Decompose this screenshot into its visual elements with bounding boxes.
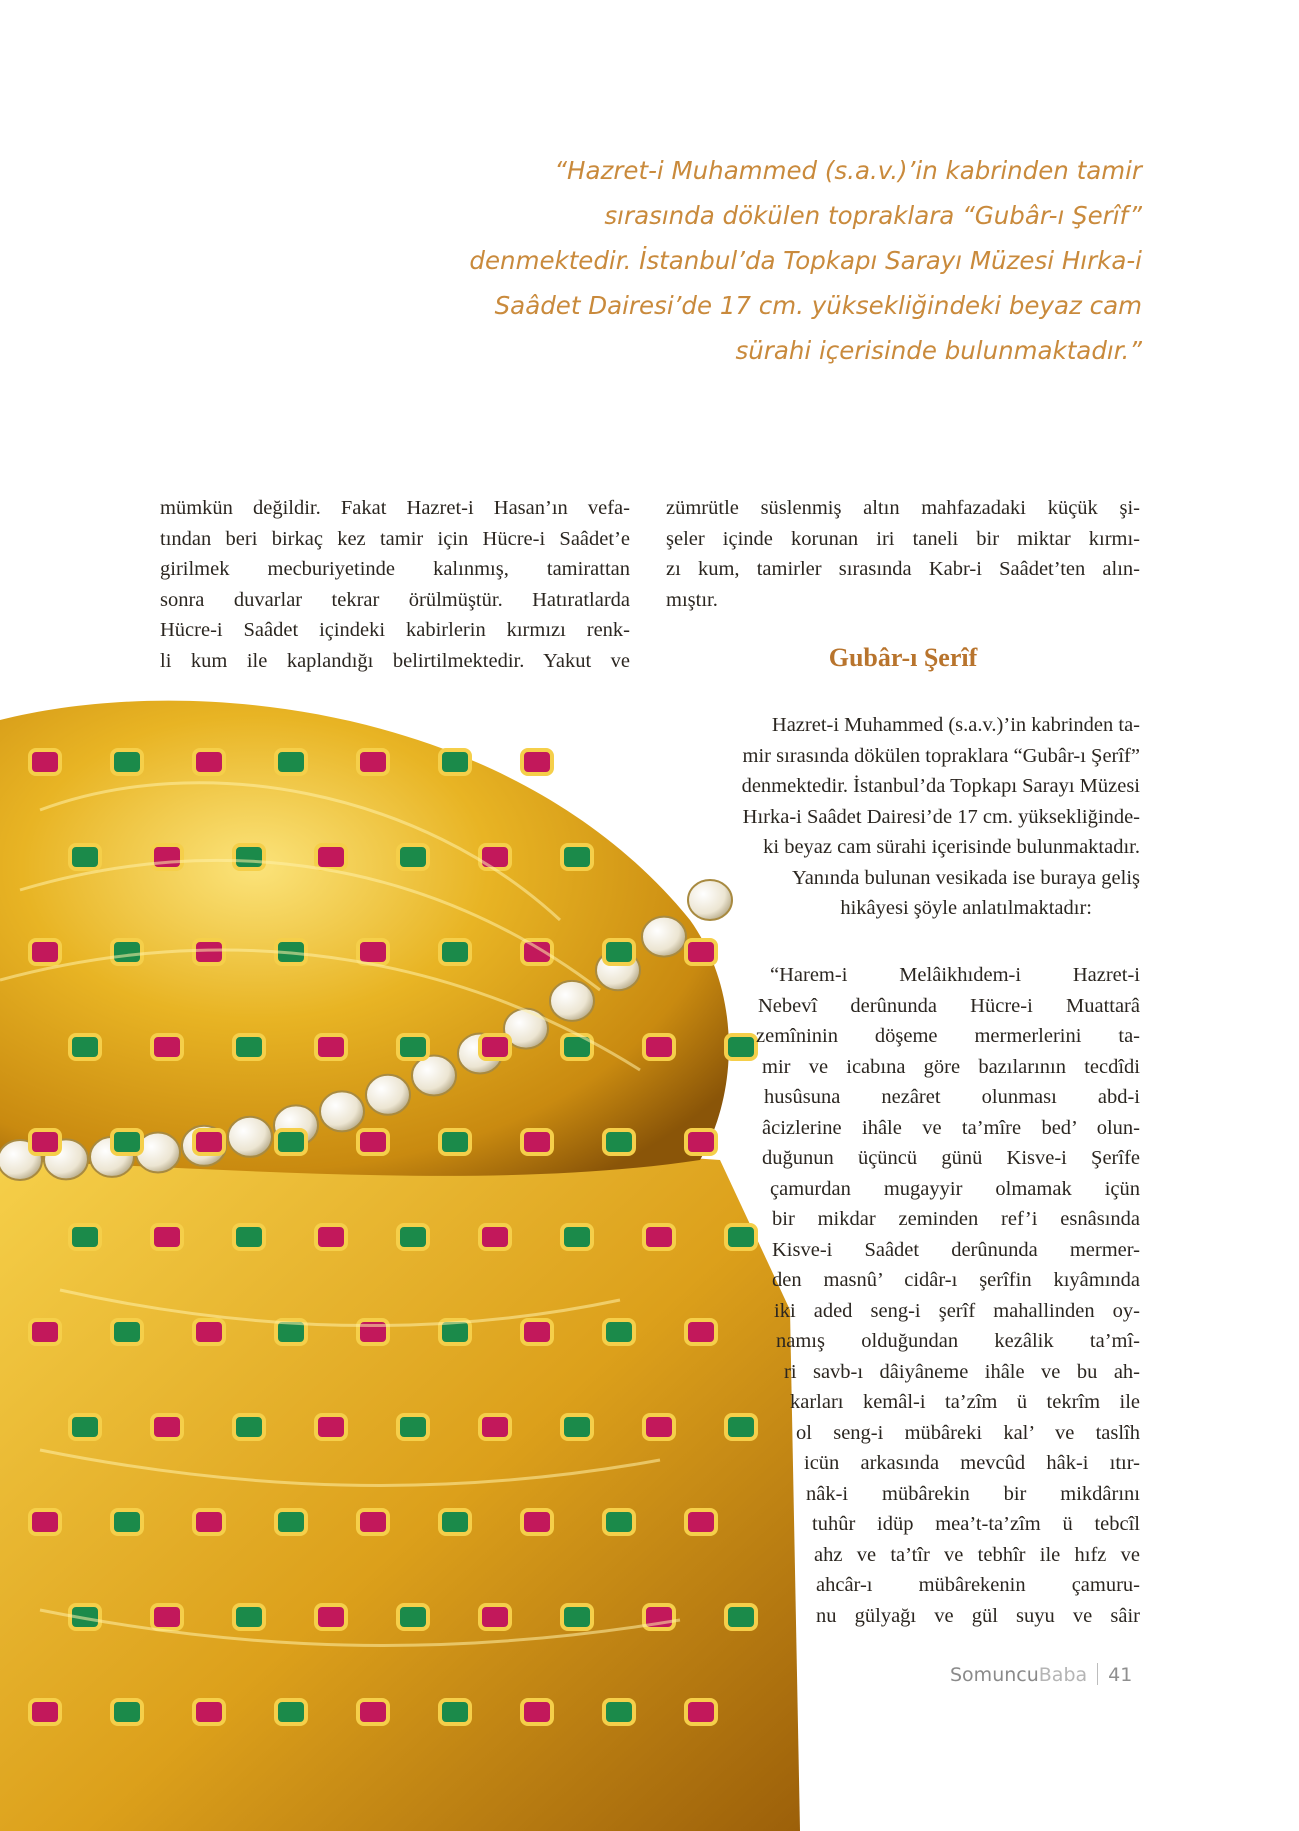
ruby-icon — [358, 1510, 388, 1534]
emerald-icon — [398, 1415, 428, 1439]
text-line: Hazret-i Muhammed (s.a.v.)’in kabrinden ta- — [771, 714, 1140, 736]
ruby-icon — [358, 750, 388, 774]
ruby-icon — [644, 1415, 674, 1439]
text-line: girilmek mecburiyetinde kalınmış, tamirattan — [160, 558, 630, 580]
ruby-icon — [30, 750, 60, 774]
quote-line: Nebevî derûnunda Hücre-i Muattarâ — [758, 994, 1140, 1017]
page-footer — [950, 1663, 1132, 1689]
brand-name-suffix: Baba — [1038, 1664, 1088, 1686]
emerald-icon — [276, 1700, 306, 1724]
text-line: denmektedir. İstanbul’da Topkapı Sarayı Müzesi — [741, 775, 1140, 797]
pearl-icon — [412, 1055, 456, 1095]
ruby-icon — [644, 1225, 674, 1249]
pull-quote-line: sırasında dökülen topraklara “Gubâr-ı Şerîf” — [604, 201, 1142, 230]
text-line: li kum ile kaplandığı belirtilmektedir. Yakut ve — [160, 649, 630, 672]
pearl-icon — [228, 1117, 272, 1157]
quote-line: çamurdan mugayyir olmamak içün — [770, 1177, 1140, 1200]
ruby-icon — [358, 1130, 388, 1154]
text-line: Yanında bulunan vesikada ise buraya geliş — [791, 866, 1140, 889]
ruby-icon — [194, 1130, 224, 1154]
ruby-icon — [194, 940, 224, 964]
emerald-icon — [562, 1605, 592, 1629]
emerald-icon — [604, 1320, 634, 1344]
text-line: tından beri birkaç kez tamir için Hücre-i Saâdet’e — [160, 527, 630, 550]
text-line: Hücre-i Saâdet içindeki kabirlerin kırmızı renk- — [160, 619, 630, 641]
pull-quote-line: denmektedir. İstanbul’da Topkapı Sarayı Müzesi Hırka-i — [469, 246, 1142, 275]
quote-line: duğunun üçüncü günü Kisve-i Şerîfe — [762, 1147, 1140, 1169]
emerald-icon — [604, 940, 634, 964]
quote-line: namış olduğundan kezâlik ta’mî- — [776, 1330, 1140, 1352]
emerald-icon — [112, 1130, 142, 1154]
ruby-icon — [480, 1225, 510, 1249]
quote-line: karları kemâl-i ta’zîm ü tekrîm ile — [790, 1391, 1140, 1413]
emerald-icon — [440, 750, 470, 774]
emerald-icon — [398, 1605, 428, 1629]
ruby-icon — [152, 845, 182, 869]
emerald-icon — [726, 1415, 756, 1439]
emerald-icon — [70, 845, 100, 869]
brand-name: Somuncu — [950, 1664, 1039, 1686]
emerald-icon — [112, 1510, 142, 1534]
emerald-icon — [604, 1700, 634, 1724]
text-line: zümrütle süslenmiş altın mahfazadaki küçük şi- — [666, 497, 1140, 519]
ruby-icon — [194, 750, 224, 774]
emerald-icon — [276, 750, 306, 774]
quote-line: bir mikdar zeminden ref’i esnâsında — [772, 1208, 1140, 1230]
quote-line: “Harem-i Melâikhıdem-i Hazret-i — [770, 964, 1140, 986]
ruby-icon — [686, 1320, 716, 1344]
ruby-icon — [30, 1510, 60, 1534]
ruby-icon — [152, 1415, 182, 1439]
text-line: mıştır. — [666, 588, 718, 611]
emerald-icon — [726, 1225, 756, 1249]
ruby-icon — [522, 1130, 552, 1154]
emerald-icon — [398, 1035, 428, 1059]
text-line: mümkün değildir. Fakat Hazret-i Hasan’ın vefa- — [160, 497, 630, 519]
footer-divider — [1097, 1663, 1098, 1685]
text-line: mir sırasında dökülen topraklara “Gubâr-ı Şerîf” — [742, 744, 1140, 767]
emerald-icon — [604, 1510, 634, 1534]
quote-line: tuhûr idüp mea’t-ta’zîm ü tebcîl — [812, 1513, 1140, 1535]
ruby-icon — [194, 1320, 224, 1344]
text-line: sonra duvarlar tekrar örülmüştür. Hatıratlarda — [160, 588, 630, 611]
ruby-icon — [316, 845, 346, 869]
right-column-top — [666, 493, 1140, 615]
ruby-icon — [522, 1320, 552, 1344]
ruby-icon — [686, 1510, 716, 1534]
quote-line: den masnû’ cidâr-ı şerîfin kıyâmında — [772, 1269, 1140, 1291]
pull-quote-line: sürahi içerisinde bulunmaktadır.” — [735, 336, 1142, 365]
emerald-icon — [234, 1225, 264, 1249]
emerald-icon — [234, 845, 264, 869]
emerald-icon — [726, 1605, 756, 1629]
text-line: Hırka-i Saâdet Dairesi’de 17 cm. yüksekliğinde- — [742, 805, 1140, 828]
emerald-icon — [276, 1130, 306, 1154]
text-line: ki beyaz cam sürahi içerisinde bulunmaktadır. — [763, 836, 1140, 858]
left-column — [160, 493, 630, 676]
page-number: 41 — [1108, 1664, 1133, 1686]
ruby-icon — [30, 1700, 60, 1724]
quote-line: icün arkasında mevcûd hâk-i ıtır- — [804, 1452, 1140, 1474]
ruby-icon — [686, 940, 716, 964]
emerald-icon — [234, 1035, 264, 1059]
emerald-icon — [562, 1415, 592, 1439]
quote-line: ahcâr-ı mübârekenin çamuru- — [816, 1574, 1140, 1596]
emerald-icon — [398, 845, 428, 869]
section-heading: Gubâr-ı Şerîf — [828, 643, 978, 672]
ruby-icon — [358, 1700, 388, 1724]
emerald-icon — [440, 1510, 470, 1534]
ruby-icon — [480, 1415, 510, 1439]
emerald-icon — [562, 845, 592, 869]
text-line: hikâyesi şöyle anlatılmaktadır: — [840, 897, 1092, 919]
emerald-icon — [112, 1320, 142, 1344]
text-line: zı kum, tamirler sırasında Kabr-i Saâdet’ten alın- — [666, 558, 1140, 580]
emerald-icon — [604, 1130, 634, 1154]
quote-line: iki aded seng-i şerîf mahallinden oy- — [774, 1299, 1140, 1322]
emerald-icon — [398, 1225, 428, 1249]
ruby-icon — [152, 1605, 182, 1629]
ruby-icon — [194, 1510, 224, 1534]
emerald-icon — [234, 1605, 264, 1629]
quote-line: mir ve icabına göre bazılarının tecdîdi — [762, 1055, 1140, 1078]
ruby-icon — [480, 845, 510, 869]
ruby-icon — [358, 940, 388, 964]
ruby-icon — [316, 1035, 346, 1059]
emerald-icon — [70, 1035, 100, 1059]
emerald-icon — [440, 1700, 470, 1724]
pearl-icon — [366, 1075, 410, 1115]
pull-quote-line: “Hazret-i Muhammed (s.a.v.)’in kabrinden tamir — [554, 156, 1142, 185]
emerald-icon — [70, 1225, 100, 1249]
emerald-icon — [562, 1225, 592, 1249]
pull-quote — [430, 148, 1142, 373]
emerald-icon — [276, 1510, 306, 1534]
quote-line: nu gülyağı ve gül suyu ve sâir — [816, 1604, 1140, 1627]
emerald-icon — [112, 940, 142, 964]
emerald-icon — [726, 1035, 756, 1059]
ruby-icon — [686, 1130, 716, 1154]
ruby-icon — [194, 1700, 224, 1724]
ruby-icon — [644, 1035, 674, 1059]
ruby-icon — [522, 1510, 552, 1534]
ruby-icon — [30, 1130, 60, 1154]
paragraph-gubar — [666, 710, 1140, 924]
ruby-icon — [358, 1320, 388, 1344]
pearl-icon — [320, 1091, 364, 1131]
ruby-icon — [152, 1035, 182, 1059]
ruby-icon — [316, 1415, 346, 1439]
ruby-icon — [480, 1605, 510, 1629]
ruby-icon — [686, 1700, 716, 1724]
ruby-icon — [522, 1700, 552, 1724]
emerald-icon — [112, 750, 142, 774]
emerald-icon — [234, 1415, 264, 1439]
emerald-icon — [440, 1130, 470, 1154]
quote-line: zemîninin döşeme mermerlerini ta- — [756, 1025, 1140, 1047]
emerald-icon — [112, 1700, 142, 1724]
pearl-icon — [550, 981, 594, 1021]
ruby-icon — [30, 940, 60, 964]
quote-line: Kisve-i Saâdet derûnunda mermer- — [772, 1238, 1140, 1261]
quote-line: âcizlerine ihâle ve ta’mîre bed’ olun- — [762, 1116, 1140, 1139]
ruby-icon — [480, 1035, 510, 1059]
emerald-icon — [440, 940, 470, 964]
quote-line: ol seng-i mübâreki kal’ ve taslîh — [796, 1421, 1140, 1444]
ruby-icon — [30, 1320, 60, 1344]
quote-line: ahz ve ta’tîr ve tebhîr ile hıfz ve — [814, 1543, 1140, 1566]
pull-quote-line: Saâdet Dairesi’de 17 cm. yüksekliğindeki beyaz cam — [494, 291, 1142, 320]
ruby-icon — [522, 750, 552, 774]
ruby-icon — [152, 1225, 182, 1249]
quote-line: ri savb-ı dâiyâneme ihâle ve bu ah- — [784, 1360, 1140, 1383]
emerald-icon — [70, 1415, 100, 1439]
quote-line: nâk-i mübârekin bir mikdârını — [806, 1482, 1140, 1505]
ruby-icon — [316, 1225, 346, 1249]
quote-line: husûsuna nezâret olunması abd-i — [764, 1086, 1140, 1108]
ruby-icon — [316, 1605, 346, 1629]
text-line: şeler içinde korunan iri taneli bir miktar kırmı- — [666, 527, 1140, 550]
